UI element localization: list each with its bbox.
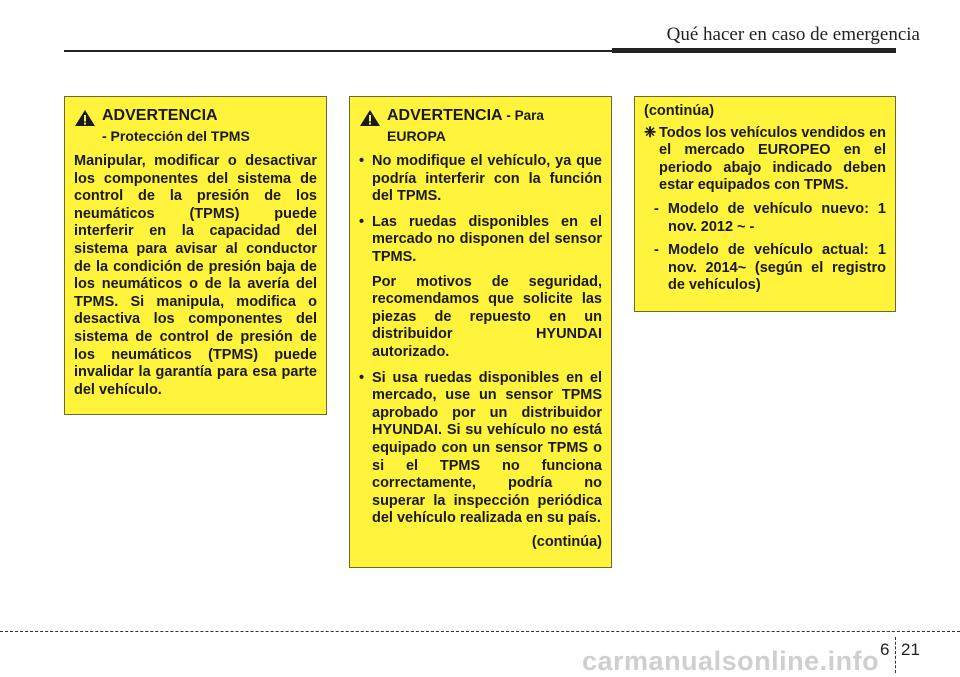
footer-vertical-dash — [895, 637, 896, 673]
footer-dashed-rule — [0, 631, 960, 632]
warning-title-suffix: - Para — [506, 108, 544, 123]
warning-title-main: ADVERTENCIA — [387, 107, 502, 124]
continued-label: (continúa) — [531, 533, 602, 550]
bullet-item: • Las ruedas disponibles en el mercado no disponen del sensor TPMS. — [359, 214, 602, 267]
warning-title-line2: EUROPA — [387, 128, 446, 144]
warning-triangle-icon — [74, 109, 96, 127]
header-rule-thick — [612, 48, 896, 53]
warning-text: Manipular, modificar o desactivar los componentes del sistema de control de la presión de los neumáticos (TPMS) puede interferir en la capacidad del sistema para avisar al conductor de la condición de presión baja de los neumáticos o de la avería del TPMS. Si manipula, modifica o desactiva los componentes del sistema de control de presión de los neumáticos (TPMS) puede invalidar la garantía para esa parte del vehículo. — [74, 153, 317, 398]
watermark-text: carmanualsonline.info — [582, 646, 880, 676]
dash-item: - Modelo de vehículo nuevo: 1 nov. 2012 ~ - — [654, 200, 886, 235]
warning-title: ADVERTENCIA — [102, 107, 218, 124]
asterisk-icon: ❈ — [644, 124, 657, 141]
warning-box-continued — [634, 96, 896, 312]
bullet-item: • No modifique el vehículo, ya que podría interferir con la función del TPMS. — [359, 153, 602, 206]
page-header-title: Qué hacer en caso de emergencia — [666, 24, 920, 45]
warning-triangle-icon — [359, 109, 381, 127]
chapter-number: 6 — [880, 640, 890, 659]
warning-subtitle: - Protección del TPMS — [102, 128, 250, 144]
warning-box-europe — [349, 96, 612, 568]
header-rule-thin — [64, 50, 612, 52]
continued-label: (continúa) — [644, 103, 715, 119]
warning-title — [387, 107, 544, 125]
warning-heading — [74, 107, 317, 127]
asterisk-note — [644, 125, 886, 195]
warning-heading — [359, 107, 602, 127]
warning-box-tpms-protection — [64, 96, 327, 415]
page-number: 21 — [901, 640, 920, 659]
asterisk-note-text: Todos los vehículos vendidos en el mercado EUROPEO en el periodo abajo indicado deben estar equipados con TPMS. — [659, 124, 886, 194]
bullet-paragraph: Por motivos de seguridad, recomendamos que solicite las piezas de repuesto en un distribuidor HYUNDAI autorizado. — [372, 273, 602, 360]
bullet-item: • Si usa ruedas disponibles en el mercado, use un sensor TPMS aprobado por un distribuidor HYUNDAI. Si su vehículo no está equipado con un sensor TPMS o si el TPMS no funciona correctamente, podría no superar la inspección periódica del vehículo realizada en su país. — [359, 370, 602, 528]
dash-item: - Modelo de vehículo actual: 1 nov. 2014~ (según el registro de vehículos) — [654, 242, 886, 294]
